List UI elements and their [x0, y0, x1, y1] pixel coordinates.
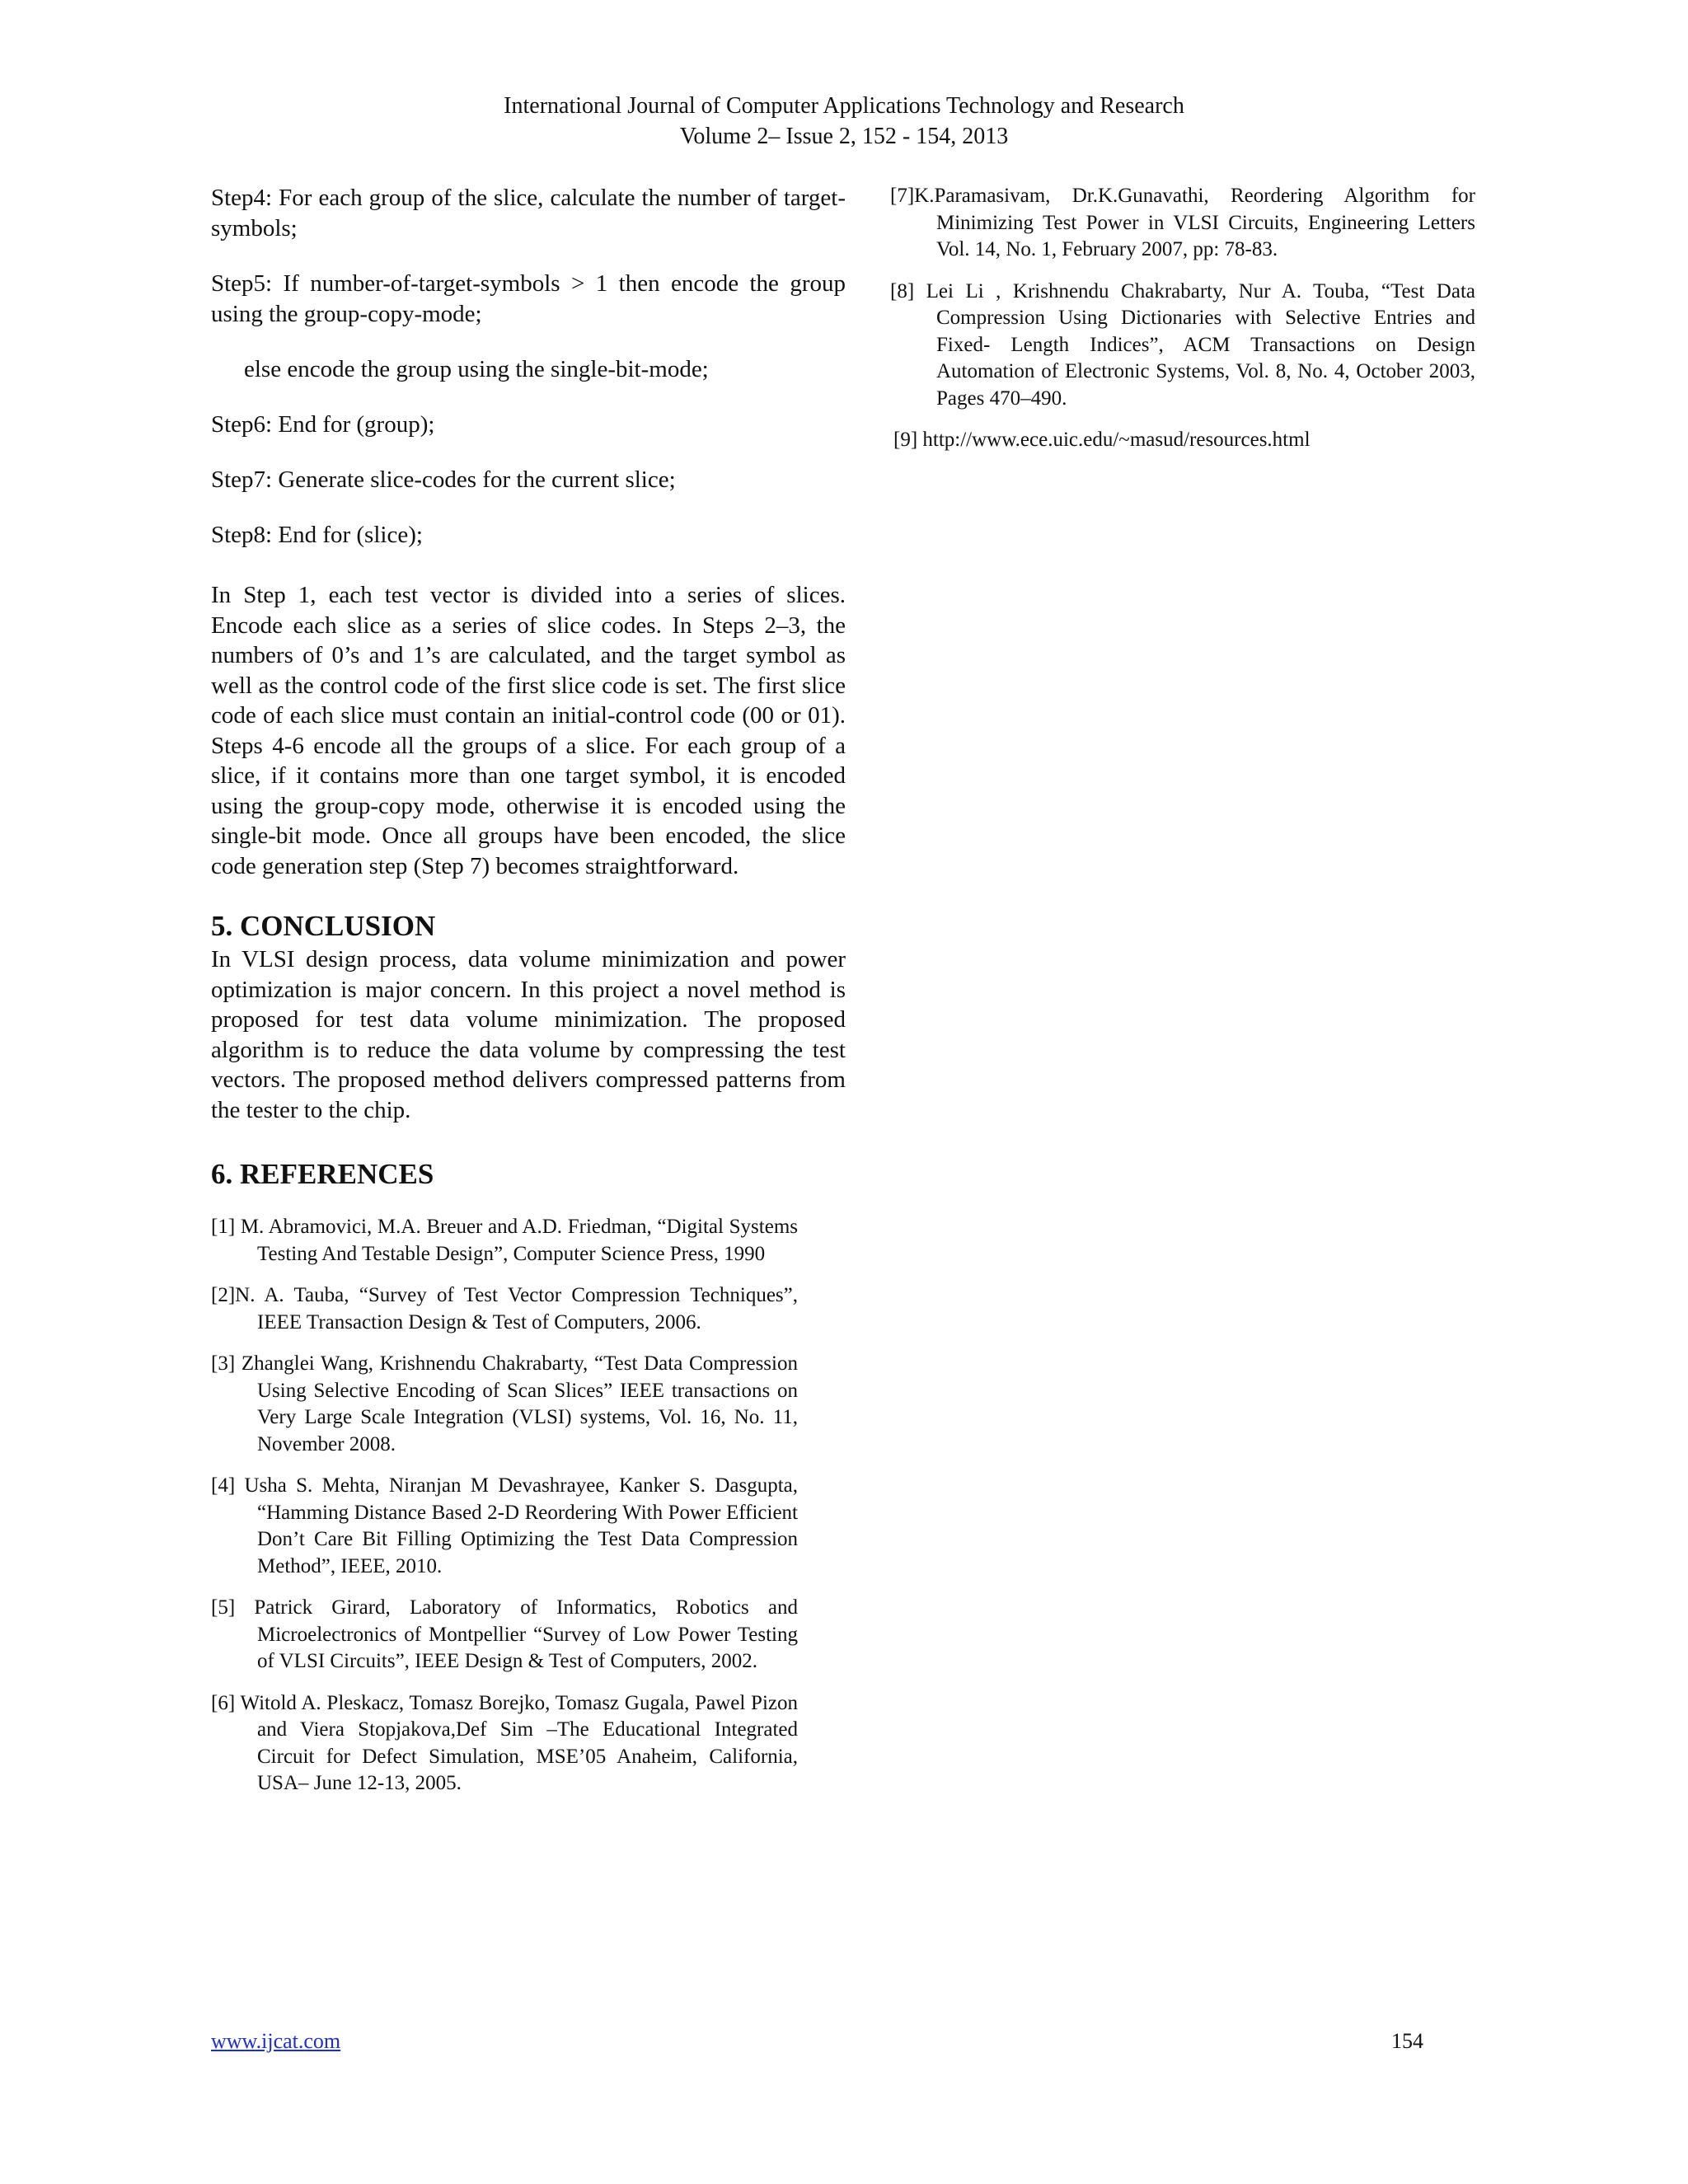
left-column	[211, 183, 846, 1812]
algorithm-step-8: Step8: End for (slice);	[211, 522, 423, 548]
reference-item-url: [9] http://www.ece.uic.edu/~masud/resources.html	[893, 429, 1311, 451]
references-heading: 6. REFERENCES	[211, 1158, 434, 1190]
algorithm-step-5-else: else encode the group using the single-bit-mode;	[244, 356, 709, 382]
algorithm-step-4: Step4: For each group of the slice, calculate the number of target-symbols;	[211, 185, 846, 241]
reference-item: [6] Witold A. Pleskacz, Tomasz Borejko, Tomasz Gugala, Pawel Pizon and Viera Stopjakova,Def Sim –The Educational Integrated Circuit for Defect Simulation, MSE’05 Anaheim, California, USA– June 12-13, 2005.	[211, 1691, 798, 1794]
reference-list-left	[211, 1214, 798, 1797]
reference-item: [2]N. A. Tauba, “Survey of Test Vector Compression Techniques”, IEEE Transaction Design & Test of Computers, 2006.	[211, 1284, 798, 1333]
conclusion-text: In VLSI design process, data volume minimization and power optimization is major concern. In this project a novel method is proposed for test data volume minimization. The proposed algorithm is to reduce the data volume by compressing the test vectors. The proposed method delivers compressed patterns from the tester to the chip.	[211, 946, 846, 1123]
reference-item: [3] Zhanglei Wang, Krishnendu Chakrabarty, “Test Data Compression Using Selective Encoding of Scan Slices” IEEE transactions on Very Large Scale Integration (VLSI) systems, Vol. 16, No. 11, November 2008.	[211, 1352, 798, 1455]
reference-item: [7]K.Paramasivam, Dr.K.Gunavathi, Reordering Algorithm for Minimizing Test Power in VLSI Circuits, Engineering Letters Vol. 14, No. 1, February 2007, pp: 78-83.	[890, 185, 1475, 260]
reference-item: [5] Patrick Girard, Laboratory of Informatics, Robotics and Microelectronics of Montpellier “Survey of Low Power Testing of VLSI Circuits”, IEEE Design & Test of Computers, 2002.	[211, 1596, 798, 1672]
conclusion-heading: 5. CONCLUSION	[211, 910, 436, 942]
running-header	[0, 91, 1688, 152]
right-column	[890, 183, 1475, 454]
algorithm-step-7: Step7: Generate slice-codes for the current slice;	[211, 466, 676, 493]
algorithm-explanation: In Step 1, each test vector is divided into a series of slices. Encode each slice as a series of slice codes. In Steps 2–3, the numbers of 0’s and 1’s are calculated, and the target symbol as well as the control code of the first slice code is set. The first slice code of each slice must contain an initial-control code (00 or 01). Steps 4-6 encode all the groups of a slice. For each group of a slice, if it contains more than one target symbol, it is encoded using the group-copy mode, otherwise it is encoded using the single-bit mode. Once all groups have been encoded, the slice code generation step (Step 7) becomes straightforward.	[211, 582, 846, 879]
reference-item: [8] Lei Li , Krishnendu Chakrabarty, Nur A. Touba, “Test Data Compression Using Dictionaries with Selective Entries and Fixed- Length Indices”, ACM Transactions on Design Automation of Electronic Systems, Vol. 8, No. 4, October 2003, Pages 470–490.	[890, 279, 1475, 410]
algorithm-step-6: Step6: End for (group);	[211, 411, 435, 438]
reference-item: [4] Usha S. Mehta, Niranjan M Devashrayee, Kanker S. Dasgupta, “Hamming Distance Based 2-D Reordering With Power Efficient Don’t Care Bit Filling Optimizing the Test Data Compression Method”, IEEE, 2010.	[211, 1474, 798, 1577]
journal-volume: Volume 2– Issue 2, 152 - 154, 2013	[679, 124, 1009, 149]
footer-website-link[interactable]: www.ijcat.com	[211, 2029, 341, 2053]
journal-title: International Journal of Computer Applications Technology and Research	[504, 93, 1184, 119]
algorithm-step-5: Step5: If number-of-target-symbols > 1 then encode the group using the group-copy-mode;	[211, 270, 846, 327]
reference-item: [1] M. Abramovici, M.A. Breuer and A.D. Friedman, “Digital Systems Testing And Testable Design”, Computer Science Press, 1990	[211, 1216, 798, 1265]
page-number: 154	[1391, 2029, 1423, 2053]
